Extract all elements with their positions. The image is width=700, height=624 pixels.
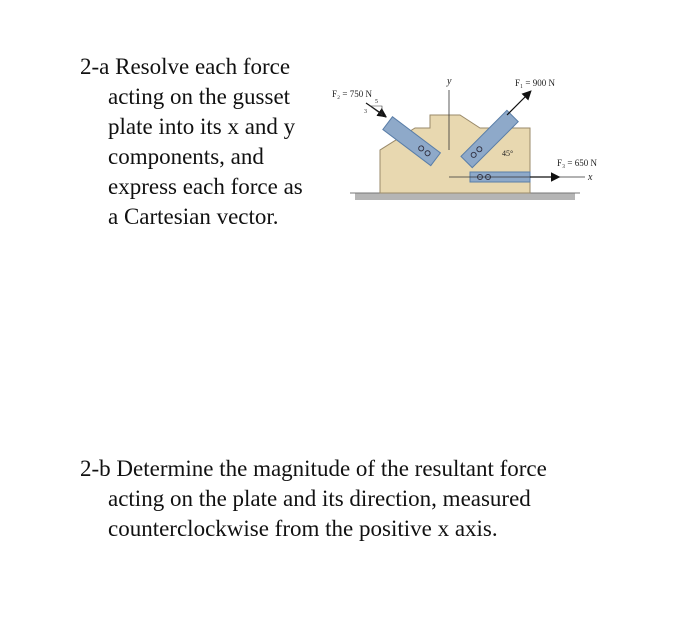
slope-rise: 3 xyxy=(364,109,367,115)
problem-2b-line-2: acting on the plate and its direction, measured xyxy=(108,486,531,511)
problem-2a-line-6: a Cartesian vector. xyxy=(108,204,279,229)
problem-2b xyxy=(80,454,620,544)
f2-label: F₂ = 750 N xyxy=(332,89,372,99)
f1-label: F₁ = 900 N xyxy=(515,78,555,88)
problem-2a-line-1: 2-a Resolve each force xyxy=(80,54,291,79)
problem-2a-line-4b: and xyxy=(230,144,264,169)
problem-2a-line-5: express each force as xyxy=(108,174,303,199)
x-axis-label: x xyxy=(588,172,593,183)
gusset-plate-diagram xyxy=(330,70,630,210)
f1-arrow xyxy=(507,92,530,115)
problem-2a-line-4 xyxy=(80,142,330,172)
problem-2a-line-3: plate into its x and y xyxy=(108,114,296,139)
angle-label: 45° xyxy=(502,149,514,158)
ground xyxy=(355,193,575,200)
slope-hyp: 5 xyxy=(375,99,378,105)
problem-2b-line-1: 2-b Determine the magnitude of the resultant force xyxy=(80,456,547,481)
problem-2a xyxy=(80,52,330,232)
f3-label: F₃ = 650 N xyxy=(557,158,597,168)
y-axis-label: y xyxy=(447,76,452,87)
problem-2b-line-3: counterclockwise from the positive x axis. xyxy=(108,516,498,541)
problem-2a-line-2: acting on the gusset xyxy=(108,84,291,109)
slope-triangle xyxy=(370,106,382,115)
slope-run: 4 xyxy=(383,114,386,120)
gusset-plate-figure xyxy=(330,70,630,215)
problem-2a-line-4a: components, xyxy=(108,144,225,169)
